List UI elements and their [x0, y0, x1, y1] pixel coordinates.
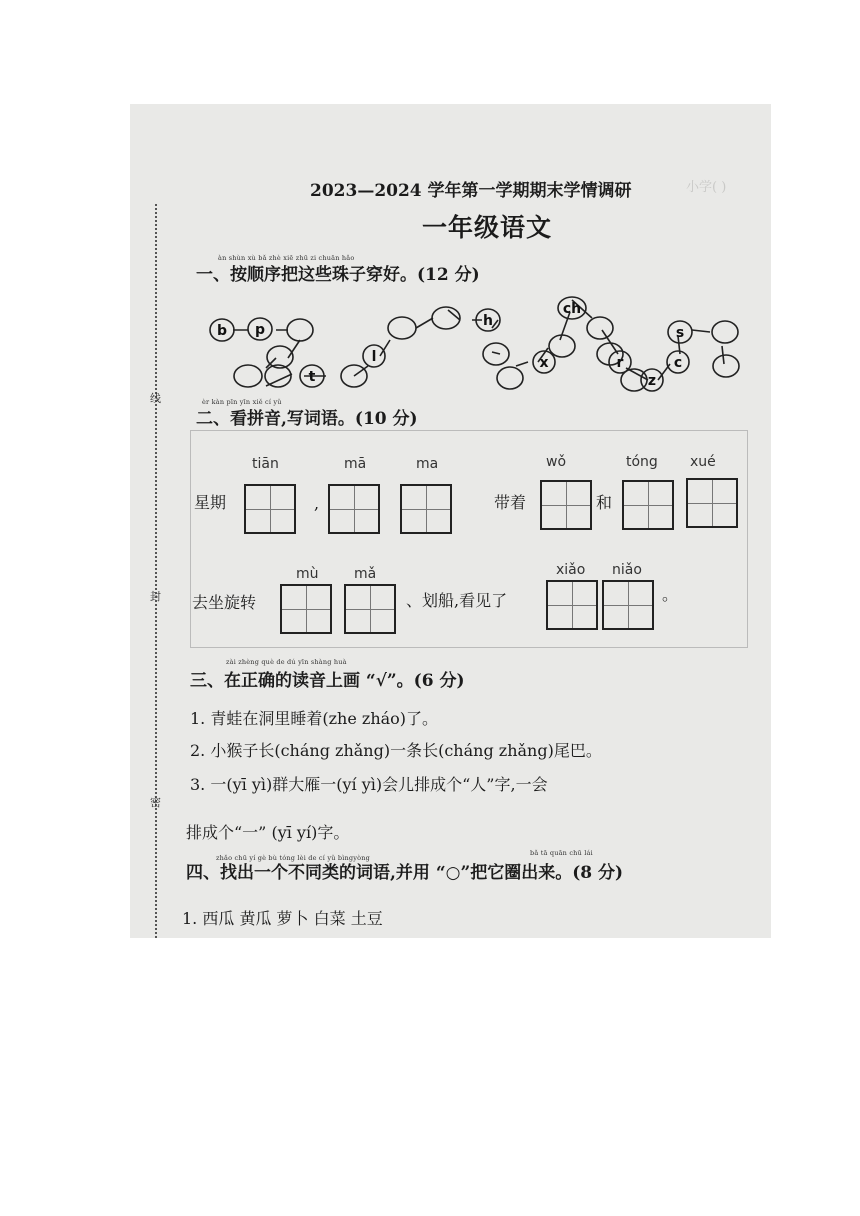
binding-mark-xian: 线 [150, 392, 161, 405]
bead-letter: b [216, 323, 228, 339]
bead-letter: x [539, 355, 549, 371]
pinyin-xue: xué [690, 454, 716, 470]
question3-line1: 1. 青蛙在洞里睡着(zhe zháo)了。 [190, 709, 439, 728]
writing-box-tong[interactable] [622, 480, 674, 530]
section1-pinyin: àn shùn xù bǎ zhè xiē zhū zi chuān hǎo [218, 254, 355, 262]
pinyin-wo: wǒ [546, 454, 567, 470]
section1-heading: 一、按顺序把这些珠子穿好。(12 分) [196, 265, 480, 285]
text-he: 和 [596, 493, 613, 512]
bead-letter: p [254, 322, 266, 338]
text-huachuan: 、划船,看见了 [406, 591, 508, 610]
writing-box-ma2[interactable] [400, 484, 452, 534]
section4-pinyin: zhǎo chū yí gè bù tóng lèi de cí yǔ bìngyòng [216, 854, 370, 862]
bead-letter: z [647, 373, 657, 389]
bleed-through-text: 小学( ) [686, 180, 727, 195]
writing-box-wo[interactable] [540, 480, 592, 530]
pinyin-tian: tiān [252, 456, 279, 472]
text-daizhe: 带着 [494, 493, 527, 512]
writing-box-mu[interactable] [280, 584, 332, 634]
pinyin-ma3: mǎ [354, 566, 377, 582]
question4-line1: 1. 西瓜 黄瓜 萝卜 白菜 土豆 [182, 909, 383, 928]
pinyin-ma1: mā [344, 456, 367, 472]
binding-mark-feng: 封 [150, 590, 161, 603]
bead-letter: r [616, 355, 624, 371]
writing-box-ma1[interactable] [328, 484, 380, 534]
bead-letter: ch [562, 301, 582, 317]
writing-box-xiao[interactable] [546, 580, 598, 630]
question3-line2: 2. 小猴子长(cháng zhǎng)一条长(cháng zhǎng)尾巴。 [190, 741, 602, 760]
writing-box-niao[interactable] [602, 580, 654, 630]
section2-pinyin: èr kàn pīn yīn xiě cí yǔ [202, 398, 282, 406]
bead-letter: c [673, 355, 683, 371]
bead-chain-diagram [130, 104, 771, 404]
pinyin-xiao: xiǎo [556, 562, 586, 578]
text-quzuo: 去坐旋转 [192, 593, 257, 612]
section4-heading: 四、找出一个不同类的词语,并用 “○”把它圈出来。(8 分) [186, 863, 624, 883]
section2-heading: 二、看拼音,写词语。(10 分) [196, 409, 418, 429]
text-xingqi: 星期 [194, 493, 227, 512]
bead-letter: l [371, 349, 377, 365]
pinyin-ma2: ma [416, 456, 439, 472]
exam-title: 2023—2024 学年第一学期期末学情调研 [310, 181, 632, 201]
pinyin-tong: tóng [626, 454, 658, 470]
pinyin-niao: niǎo [612, 562, 642, 578]
text-comma: , [314, 494, 320, 513]
writing-box-xue[interactable] [686, 478, 738, 528]
bead-letter: h [483, 313, 493, 329]
pinyin-mu: mù [296, 566, 319, 582]
bead-letter: t [308, 369, 316, 385]
section3-pinyin: zài zhèng què de dú yīn shàng huà [226, 658, 347, 666]
writing-box-ma3[interactable] [344, 584, 396, 634]
question3-line3: 3. 一(yī yì)群大雁一(yí yì)会儿排成个“人”字,一会 [190, 775, 548, 794]
writing-box-tian[interactable] [244, 484, 296, 534]
text-period: 。 [662, 585, 679, 604]
binding-mark-mi: 密 [150, 796, 161, 809]
section4-pinyin-2: bǎ tā quān chū lái [530, 849, 593, 857]
exam-subject: 一年级语文 [422, 213, 553, 242]
exam-paper [130, 104, 771, 938]
lettered-beads [210, 297, 692, 391]
section3-heading: 三、在正确的读音上画 “√”。(6 分) [190, 671, 465, 691]
bead-letter: s [675, 325, 685, 341]
question3-line4: 排成个“一” (yī yí)字。 [186, 823, 350, 842]
